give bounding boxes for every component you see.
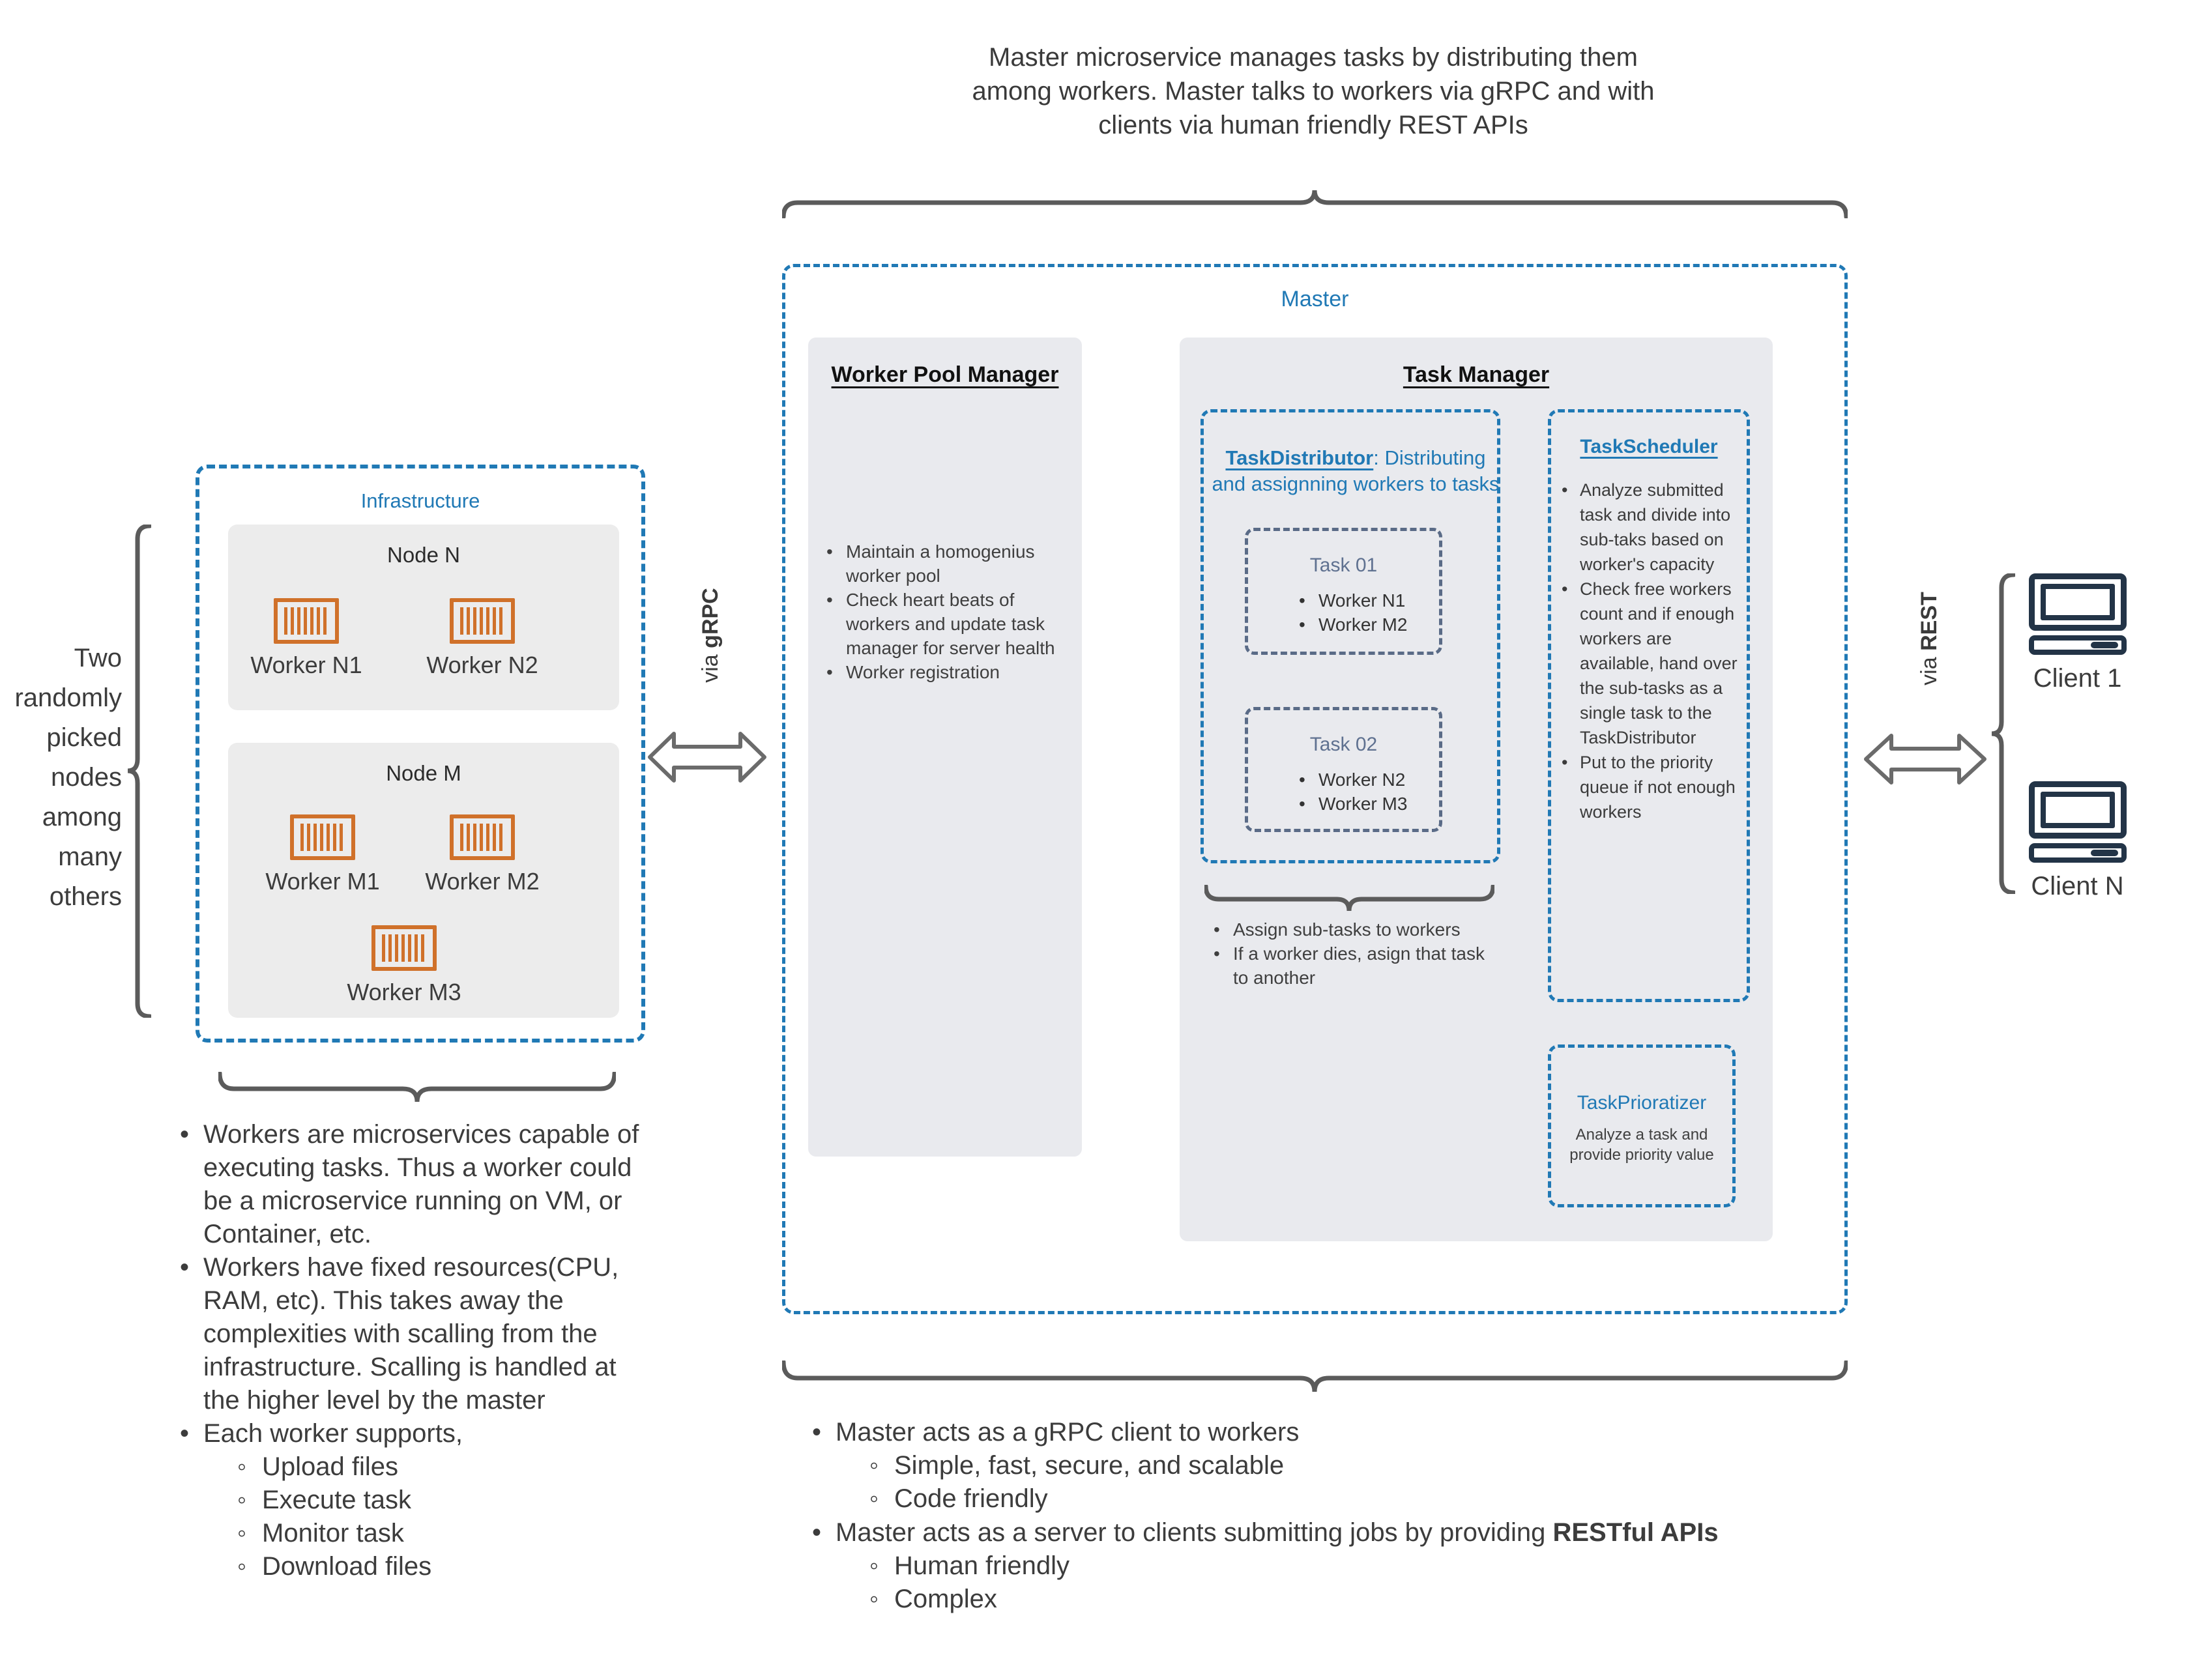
- container-icon: [450, 814, 515, 860]
- bidirectional-arrow-grpc-icon: [648, 725, 766, 790]
- list-item: • Each worker supports, ◦ Upload files ◦ Execute task ◦ Monitor task ◦ Download files: [177, 1417, 656, 1583]
- list-item: • Workers have fixed resources(CPU, RAM, etc). This takes away the complexities with scalling from the infrastructure. Scalling is handled at the higher level by the master: [177, 1251, 656, 1417]
- list-item: • Master acts as a server to clients submitting jobs by providing RESTful APIs ◦ Human friendly ◦ Complex: [809, 1516, 1859, 1616]
- task-prioratizer-title: TaskPrioratizer: [1577, 1092, 1707, 1114]
- list-item: • Worker N2: [1299, 768, 1439, 792]
- client-1: [2017, 573, 2138, 693]
- curly-brace-task-distributor-icon: [1204, 885, 1494, 912]
- task-prioratizer-text: Analyze a task and provide priority value: [1569, 1126, 1714, 1164]
- task-scheduler-title: TaskScheduler: [1580, 436, 1718, 457]
- container-icon: [371, 925, 437, 971]
- sub-list: [235, 1450, 656, 1583]
- top-annotation-line: Master microservice manages tasks by distributing them: [989, 43, 1638, 72]
- list-item: ◦ Simple, fast, secure, and scalable: [867, 1449, 1859, 1482]
- curly-brace-master-bottom-icon: [782, 1360, 1848, 1393]
- list-item: • Put to the priority queue if not enough workers: [1562, 750, 1739, 824]
- top-annotation-line: clients via human friendly REST APIs: [1098, 111, 1528, 139]
- task-worker-list: [1299, 588, 1439, 637]
- curly-brace-left-icon: [126, 525, 151, 1018]
- list-item: ◦ Upload files: [235, 1450, 656, 1484]
- client-n: [2017, 781, 2138, 901]
- container-icon: [450, 598, 515, 644]
- list-item: • Check heart beats of workers and update task manager for server health: [822, 588, 1070, 660]
- list-item: • Master acts as a gRPC client to workers ◦ Simple, fast, secure, and scalable ◦ Code friendly: [809, 1415, 1859, 1516]
- container-icon: [274, 598, 339, 644]
- task-distributor-notes: [1210, 917, 1490, 990]
- bidirectional-arrow-rest-icon: [1864, 727, 1986, 792]
- task-label: Task 01: [1309, 554, 1378, 576]
- worker-m1: [251, 814, 394, 895]
- via-rest-label: via REST: [1916, 592, 1942, 685]
- task-manager-title: Task Manager: [1403, 362, 1550, 387]
- client-label: Client N: [2031, 872, 2124, 900]
- worker-pool-manager-panel: [808, 338, 1082, 1157]
- container-icon: [290, 814, 355, 860]
- list-item: • Check free workers count and if enough workers are available, hand over the sub-tasks as a single task to the TaskDistributor: [1562, 577, 1739, 750]
- worker-label: Worker N1: [250, 652, 362, 678]
- worker-n1: [235, 598, 378, 679]
- list-item: • If a worker dies, asign that task to another: [1210, 942, 1490, 990]
- list-item: ◦ Download files: [235, 1550, 656, 1583]
- infrastructure-label: Infrastructure: [360, 489, 480, 512]
- task-worker-list: [1299, 768, 1439, 816]
- worker-pool-manager-title: Worker Pool Manager: [831, 362, 1059, 387]
- client-label: Client 1: [2033, 664, 2122, 693]
- worker-label: Worker M3: [347, 979, 461, 1005]
- master-notes: [809, 1415, 1859, 1616]
- via-grpc-label: via gRPC: [697, 588, 723, 683]
- list-item: • Worker M2: [1299, 612, 1439, 637]
- node-label: Node N: [387, 543, 460, 567]
- curly-brace-top-icon: [782, 189, 1848, 218]
- curly-brace-infrastructure-icon: [218, 1072, 616, 1103]
- worker-m3: [332, 925, 476, 1006]
- list-item: • Worker registration: [822, 660, 1070, 684]
- list-item: • Workers are microservices capable of executing tasks. Thus a worker could be a microservice running on VM, or Container, etc.: [177, 1118, 656, 1251]
- list-item: ◦ Human friendly: [867, 1549, 1859, 1583]
- node-label: Node M: [386, 761, 461, 785]
- worker-label: Worker N2: [426, 652, 538, 678]
- master-label: Master: [1281, 287, 1349, 311]
- top-annotation: [932, 40, 1695, 142]
- sub-list: [867, 1449, 1859, 1516]
- task-label: Task 02: [1309, 734, 1378, 755]
- worker-pool-manager-list: [822, 540, 1070, 684]
- worker-m2: [411, 814, 554, 895]
- task-prioratizer-box: [1548, 1044, 1736, 1207]
- list-item: ◦ Code friendly: [867, 1482, 1859, 1516]
- sub-list: [867, 1549, 1859, 1616]
- list-item: • Assign sub-tasks to workers: [1210, 917, 1490, 942]
- list-item: • Analyze submitted task and divide into sub-taks based on worker's capacity: [1562, 478, 1739, 577]
- list-item: • Maintain a homogenius worker pool: [822, 540, 1070, 588]
- list-item: ◦ Execute task: [235, 1484, 656, 1517]
- task-scheduler-list: [1562, 478, 1739, 824]
- worker-n2: [411, 598, 554, 679]
- computer-icon: [2029, 781, 2127, 863]
- list-item: • Worker M3: [1299, 792, 1439, 816]
- side-note: Two randomly picked nodes among many others: [14, 644, 122, 911]
- top-annotation-line: among workers. Master talks to workers via gRPC and with: [972, 77, 1655, 106]
- worker-label: Worker M1: [265, 868, 380, 895]
- curly-brace-clients-icon: [1990, 573, 2015, 894]
- list-item: ◦ Monitor task: [235, 1517, 656, 1550]
- task-distributor-title: TaskDistributor: Distributing and assignning workers to tasks: [1212, 446, 1500, 495]
- infrastructure-notes: [177, 1118, 656, 1583]
- worker-label: Worker M2: [425, 868, 540, 895]
- list-item: • Worker N1: [1299, 588, 1439, 612]
- task-02-box: [1245, 707, 1442, 832]
- list-item: ◦ Complex: [867, 1583, 1859, 1616]
- task-01-box: [1245, 528, 1442, 655]
- computer-icon: [2029, 573, 2127, 655]
